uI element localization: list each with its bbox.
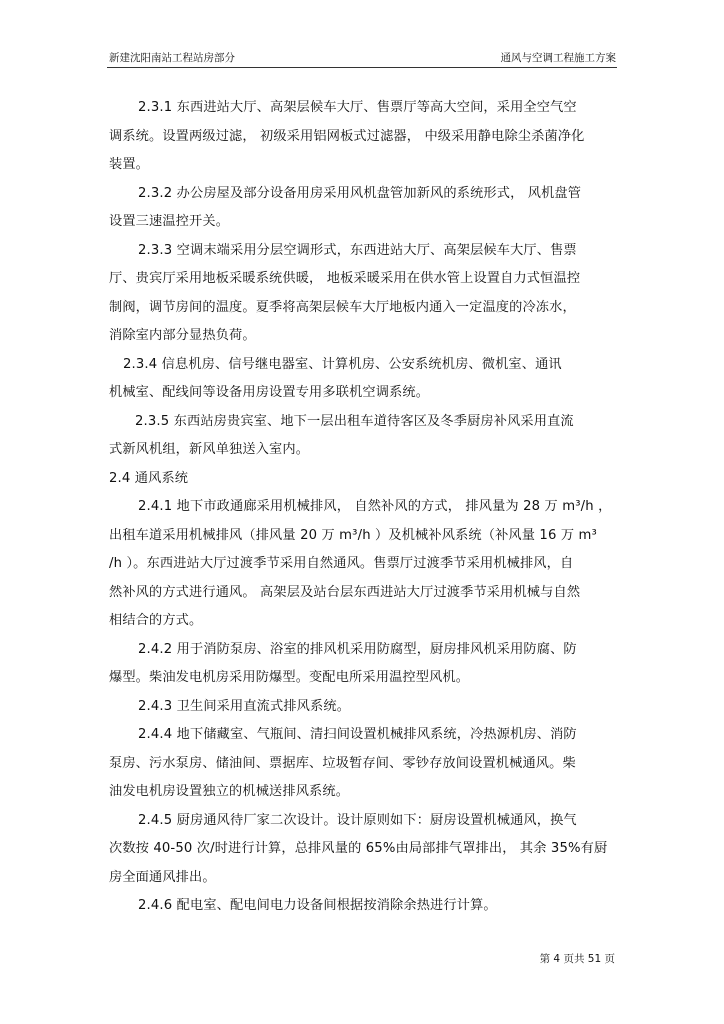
text-line: 次数按 40-50 次/时进行计算，总排风量的 65%由局部排气罩排出， 其余 35%有厨 [109, 841, 608, 856]
text-line: 2.4.5 厨房通风待厂家二次设计。设计原则如下：厨房设置机械通风，换气 [138, 812, 577, 828]
text-line: 然补风的方式进行通风。 高架层及站台层东西进站大厅过渡季节采用机械与自然 [109, 584, 581, 600]
text-line: 2.4.2 用于消防泵房、浴室的排风机采用防腐型，厨房排风机采用防腐、防 [138, 641, 577, 657]
text-line: 调系统。设置两级过滤， 初级采用铝网板式过滤器， 中级采用静电除尘杀菌净化 [109, 128, 585, 144]
text-line: 2.3.4 信息机房、信号继电器室、计算机房、公安系统机房、微机室、通讯 [123, 356, 562, 372]
text-line: /h ）。东西进站大厅过渡季节采用自然通风。售票厅过渡季节采用机械排风，自 [109, 556, 574, 571]
header-left-title: 新建沈阳南站工程站房部分 [109, 52, 235, 64]
text-line: 2.3.2 办公房屋及部分设备用房采用风机盘管加新风的系统形式， 风机盘管 [138, 185, 582, 201]
text-line: 泵房、污水泵房、储油间、票据库、垃圾暂存间、零钞存放间设置机械通风。柴 [109, 755, 576, 771]
document-body [109, 94, 619, 921]
text-line: 设置三速温控开关。 [109, 214, 230, 229]
text-line: 相结合的方式。 [109, 613, 203, 628]
text-line: 消除室内部分显热负荷。 [109, 328, 256, 343]
text-line: 装置。 [109, 157, 150, 172]
text-line: 2.4.3 卫生间采用直流式排风系统。 [138, 698, 351, 714]
header-right-title: 通风与空调工程施工方案 [500, 52, 616, 64]
text-line: 爆型。柴油发电机房采用防爆型。变配电所采用温控型风机。 [109, 670, 470, 685]
text-line: 机械室、配线间等设备用房设置专用多联机空调系统。 [109, 385, 430, 400]
text-line: 2.4.1 地下市政通廊采用机械排风， 自然补风的方式， 排风量为 28 万 m³/h ， [138, 499, 612, 514]
text-line: 2.3.1 东西进站大厅、高架层候车大厅、售票厅等高大空间，采用全空气空 [138, 100, 577, 115]
text-line: 2.3.3 空调末端采用分层空调形式，东西进站大厅、高架层候车大厅、售票 [138, 242, 577, 258]
text-line: 房全面通风排出。 [109, 869, 216, 885]
text-line: 2.4.6 配电室、配电间电力设备间根据按消除余热进行计算。 [138, 898, 497, 913]
text-line: 厅、贵宾厅采用地板采暖系统供暖， 地板采暖采用在供水管上设置自力式恒温控 [109, 271, 581, 286]
text-line: 制阀，调节房间的温度。夏季将高架层候车大厅地板内通入一定温度的冷冻水， [109, 299, 576, 315]
text-line: 出租车道采用机械排风（排风量 20 万 m³/h ）及机械补风系统（补风量 16 万 m³ [109, 527, 597, 543]
text-line: 2.4 通风系统 [109, 470, 189, 486]
text-line: 2.4.4 地下储藏室、气瓶间、清扫间设置机械排风系统，冷热源机房、消防 [138, 727, 577, 742]
text-line: 式新风机组，新风单独送入室内。 [109, 442, 310, 457]
header-divider [107, 67, 617, 68]
text-line: 2.3.5 东西站房贵宾室、地下一层出租车道待客区及冬季厨房补风采用直流 [135, 413, 574, 429]
page-number: 第 4 页共 51 页 [539, 953, 615, 965]
text-line: 油发电机房设置独立的机械送排风系统。 [109, 784, 350, 799]
